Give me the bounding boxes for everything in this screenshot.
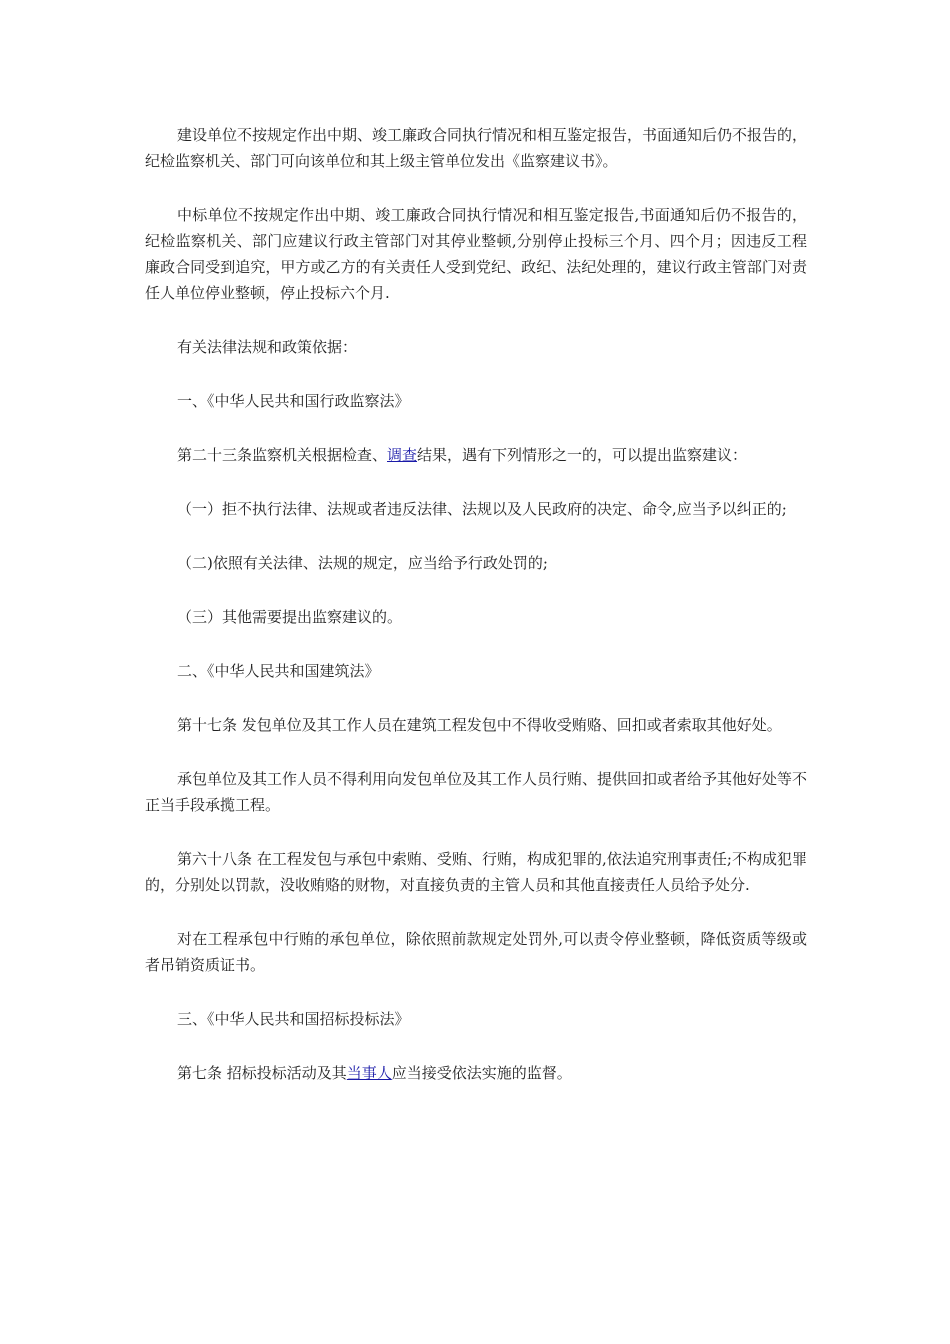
section-heading-2: 二、《中华人民共和国建筑法》 [177,662,380,680]
text-segment: 结果，遇有下列情形之一的，可以提出监察建议： [417,446,748,464]
paragraph-article-68: 第六十八条 在工程发包与承包中索贿、受贿、行贿，构成犯罪的,依法追究刑事责任;不构成犯罪的，分别处以罚款，没收贿赂的财物，对直接负责的主管人员和其他直接责任人员给予处分. [145,850,807,894]
paragraph-1: 建设单位不按规定作出中期、竣工廉政合同执行情况和相互鉴定报告，书面通知后仍不报告的，纪检监察机关、部门可向该单位和其上级主管单位发出《监察建议书》。 [145,126,808,170]
paragraph-3: 有关法律法规和政策依据： [177,338,358,356]
paragraph-contractor: 承包单位及其工作人员不得利用向发包单位及其工作人员行贿、提供回扣或者给予其他好处等不正当手段承揽工程。 [145,770,808,814]
paragraph-item-1: （一）拒不执行法律、法规或者违反法律、法规以及人民政府的决定、命令,应当予以纠正的; [177,500,787,518]
text-segment: 第二十三条监察机关根据检查、 [177,446,388,464]
paragraph-item-2: （二)依照有关法律、法规的规定，应当给予行政处罚的; [177,554,548,572]
text-segment: 第七条 招标投标活动及其 [177,1064,347,1082]
link-investigation[interactable]: 调查 [387,446,418,464]
document-body [145,122,807,1114]
paragraph-bribery-penalty: 对在工程承包中行贿的承包单位，除依照前款规定处罚外,可以责令停业整顿，降低资质等级或者吊销资质证书。 [145,930,807,974]
link-party[interactable]: 当事人 [346,1064,392,1082]
paragraph-article-17: 第十七条 发包单位及其工作人员在建筑工程发包中不得收受贿赂、回扣或者索取其他好处。 [177,716,782,734]
section-heading-3: 三、《中华人民共和国招标投标法》 [177,1010,410,1028]
paragraph-2: 中标单位不按规定作出中期、竣工廉政合同执行情况和相互鉴定报告,书面通知后仍不报告的，纪检监察机关、部门应建议行政主管部门对其停业整顿,分别停止投标三个月、四个月；因违反工程廉政合同受到追究，甲方或乙方的有关责任人受到党纪、政纪、法纪处理的，建议行政主管部门对责任人单位停业整顿，停止投标六个月. [145,206,807,302]
paragraph-item-3: （三）其他需要提出监察建议的。 [177,608,403,626]
paragraph-article-7 [145,1060,807,1086]
text-segment: 应当接受依法实施的监督。 [391,1064,572,1082]
paragraph-article-23 [145,442,807,468]
section-heading-1: 一、《中华人民共和国行政监察法》 [177,392,410,410]
